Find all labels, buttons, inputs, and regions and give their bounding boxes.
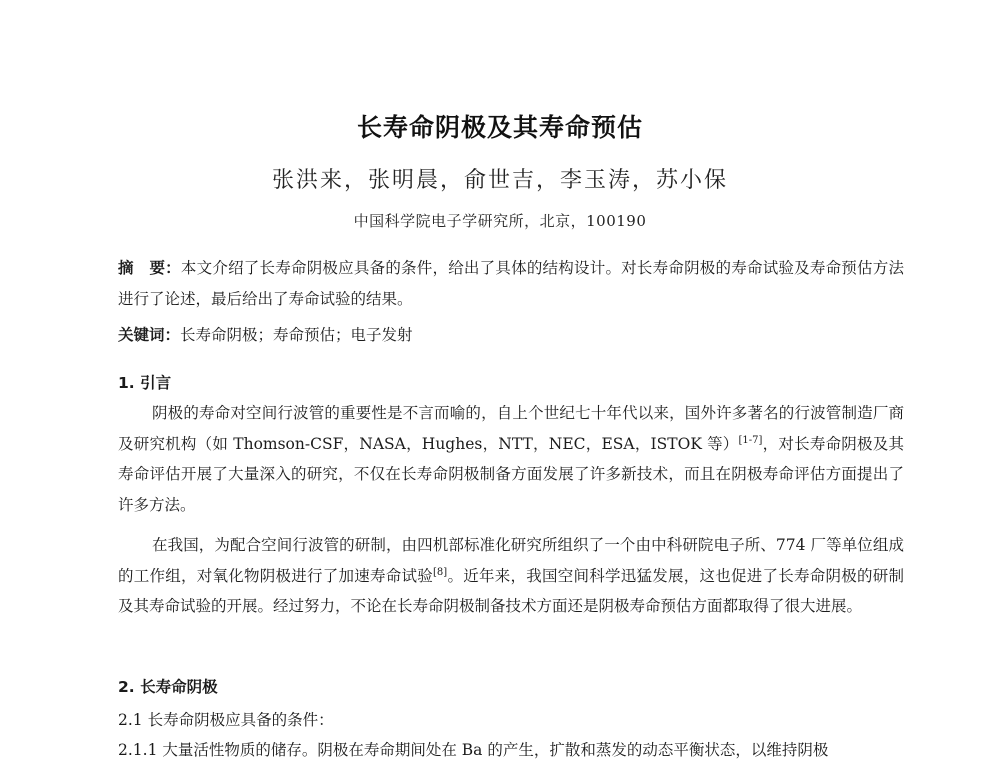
- para1-text-a: 阴极的寿命对空间行波管的重要性是不言而喻的，自上个世纪七十年代以来，国外许多著名的行波管制造厂商及研究机构（如 Thomson-CSF，NASA，Hughes，NTT，NEC，ESA，ISTOK 等）: [118, 404, 904, 453]
- citation-ref: [8]: [433, 566, 448, 578]
- affiliation: 中国科学院电子学研究所，北京，100190: [353, 212, 647, 230]
- subsection-2-1-heading: 2.1 长寿命阴极应具备的条件：: [118, 711, 334, 729]
- author-list: 张洪来，张明晨，俞世吉，李玉涛，苏小保: [271, 168, 728, 193]
- section-2-heading: 2. 长寿命阴极: [118, 678, 218, 696]
- section-1-heading: 1. 引言: [118, 374, 172, 392]
- para1-text-b: ，对长寿命阴极及其寿命评估开展了大量深入的研究，不仅在长寿命阴极制备方面发展了许多新技术，而且在阴极寿命评估方面提出了许多方法。: [118, 434, 904, 514]
- keywords-text: 长寿命阴极；寿命预估；电子发射: [180, 326, 413, 344]
- section-1-paragraph-1: [118, 398, 904, 520]
- abstract-text: 本文介绍了长寿命阴极应具备的条件，给出了具体的结构设计。对长寿命阴极的寿命试验及寿命预估方法进行了论述，最后给出了寿命试验的结果。: [118, 259, 904, 308]
- para2-text-b: 。近年来，我国空间科学迅猛发展，这也促进了长寿命阴极的研制及其寿命试验的开展。经过努力，不论在长寿命阴极制备技术方面还是阴极寿命预估方面都取得了很大进展。: [118, 566, 904, 615]
- para2-text-a: 在我国，为配合空间行波管的研制，由四机部标准化研究所组织了一个由中科研院电子所、774 厂等单位组成的工作组，对氧化物阴极进行了加速寿命试验: [118, 536, 904, 585]
- abstract-label: 摘 要：: [118, 259, 181, 277]
- citation-ref: [1-7]: [738, 434, 763, 446]
- subsection-2-1-1-text: 2.1.1 大量活性物质的储存。阴极在寿命期间处在 Ba 的产生，扩散和蒸发的动态平衡状态，以维持阴极: [118, 741, 829, 759]
- paper-title: 长寿命阴极及其寿命预估: [356, 113, 643, 142]
- keywords-label: 关键词：: [118, 326, 181, 344]
- keywords: [118, 320, 904, 351]
- abstract: [118, 253, 904, 314]
- section-1-paragraph-2: [118, 530, 904, 622]
